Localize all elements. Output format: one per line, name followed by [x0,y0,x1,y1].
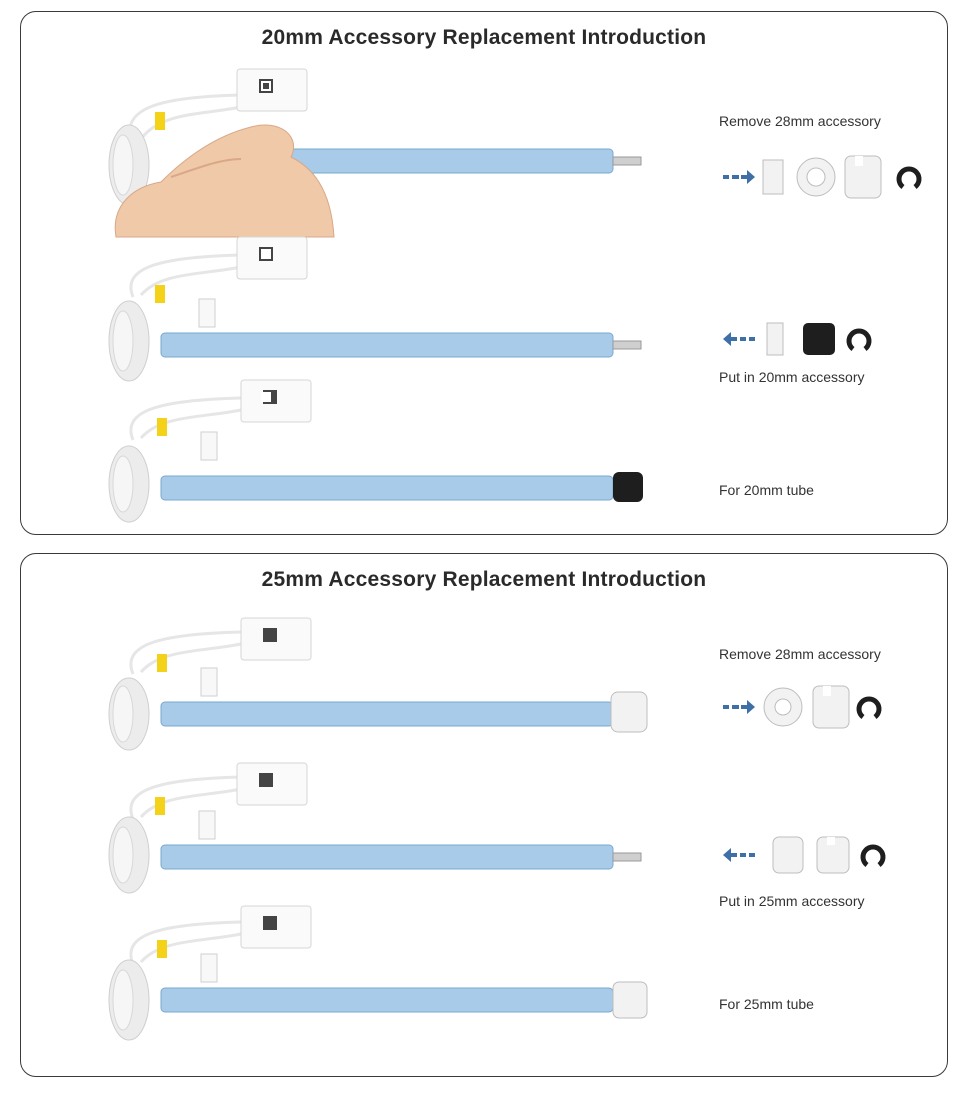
motor-image [101,904,661,1044]
ring-small-part [767,323,783,355]
section-title: 20mm Accessory Replacement Introduction [261,26,707,49]
step-remove-28mm [21,614,947,754]
crown-black-part [803,323,835,355]
e-clip-part [863,847,883,865]
step-caption: Put in 20mm accessory [719,369,865,385]
step-caption: For 25mm tube [719,996,814,1012]
e-clip-part [899,169,919,187]
step-put-in-20mm [21,237,947,385]
section-title: 25mm Accessory Replacement Introduction [261,568,707,591]
ring-small-part [763,160,783,194]
arrow-right-icon [723,700,755,714]
step-caption: Put in 25mm accessory [719,893,865,909]
e-clip-part [859,699,879,717]
arrow-left-icon [723,332,755,346]
step-caption: Remove 28mm accessory [719,646,881,662]
arrow-right-icon [723,170,755,184]
arrow-left-icon [723,848,755,862]
motor-with-hand-image [101,67,661,242]
step-remove-28mm [21,67,947,242]
parts-remove-28mm [719,152,929,202]
e-clip-part [849,331,869,349]
motor-image [101,759,661,899]
section-25mm [20,553,948,1077]
step-for-25mm-tube [21,904,947,1044]
parts-put-in-20mm [719,317,889,361]
section-20mm [20,11,948,535]
ring-medium-part [773,837,803,873]
step-caption: For 20mm tube [719,482,814,498]
motor-image [101,614,661,754]
motor-image [101,380,661,520]
motor-image [101,237,661,377]
step-caption: Remove 28mm accessory [719,113,881,129]
parts-put-in-25mm [719,833,899,877]
step-for-20mm-tube [21,380,947,520]
step-put-in-25mm [21,759,947,909]
parts-remove-28mm [719,682,899,732]
